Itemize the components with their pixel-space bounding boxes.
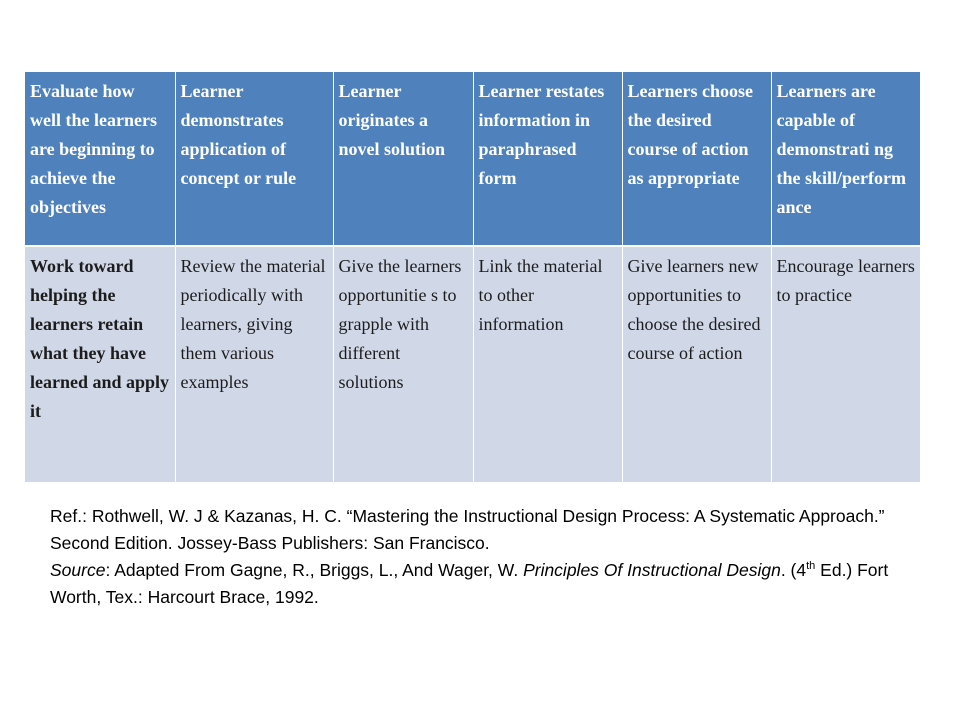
header-cell-choose-action: Learners choose the desired course of action as appropriate — [622, 72, 771, 246]
cell-encourage-practice: Encourage learners to practice — [771, 246, 920, 482]
source-edition-prefix: . (4 — [780, 560, 807, 580]
header-cell-restates: Learner restates information in paraphrased form — [473, 72, 622, 246]
header-cell-novel-solution: Learner originates a novel solution — [333, 72, 473, 246]
objectives-table — [25, 72, 920, 482]
cell-new-opportunities: Give learners new opportunities to choose the desired course of action — [622, 246, 771, 482]
row-label-retain: Work toward helping the learners retain what they have learned and apply it — [25, 246, 175, 482]
source-label: Source — [50, 560, 106, 580]
table-row — [25, 246, 920, 482]
cell-review-material: Review the material periodically with learners, giving them various examples — [175, 246, 333, 482]
header-cell-capable: Learners are capable of demonstrati ng the skill/perform ance — [771, 72, 920, 246]
source-citation — [50, 557, 910, 611]
table-header-row — [25, 72, 920, 246]
source-publisher: Ed.) Fort Worth, Tex.: Harcourt Brace, 1992. — [50, 560, 889, 607]
cell-grapple-solutions: Give the learners opportunitie s to grapple with different solutions — [333, 246, 473, 482]
reference-block — [50, 503, 910, 611]
source-authors: : Adapted From Gagne, R., Briggs, L., And Wager, W. — [105, 560, 524, 580]
source-book-title: Principles Of Instructional Design — [523, 560, 781, 580]
source-edition-superscript: th — [806, 560, 816, 573]
header-cell-evaluate: Evaluate how well the learners are beginning to achieve the objectives — [25, 72, 175, 246]
reference-citation: Ref.: Rothwell, W. J & Kazanas, H. C. “Mastering the Instructional Design Process: A Systematic Approach.” Second Edition. Jossey-Bass Publishers: San Francisco. — [50, 506, 885, 553]
header-cell-application: Learner demonstrates application of concept or rule — [175, 72, 333, 246]
cell-link-material: Link the material to other information — [473, 246, 622, 482]
